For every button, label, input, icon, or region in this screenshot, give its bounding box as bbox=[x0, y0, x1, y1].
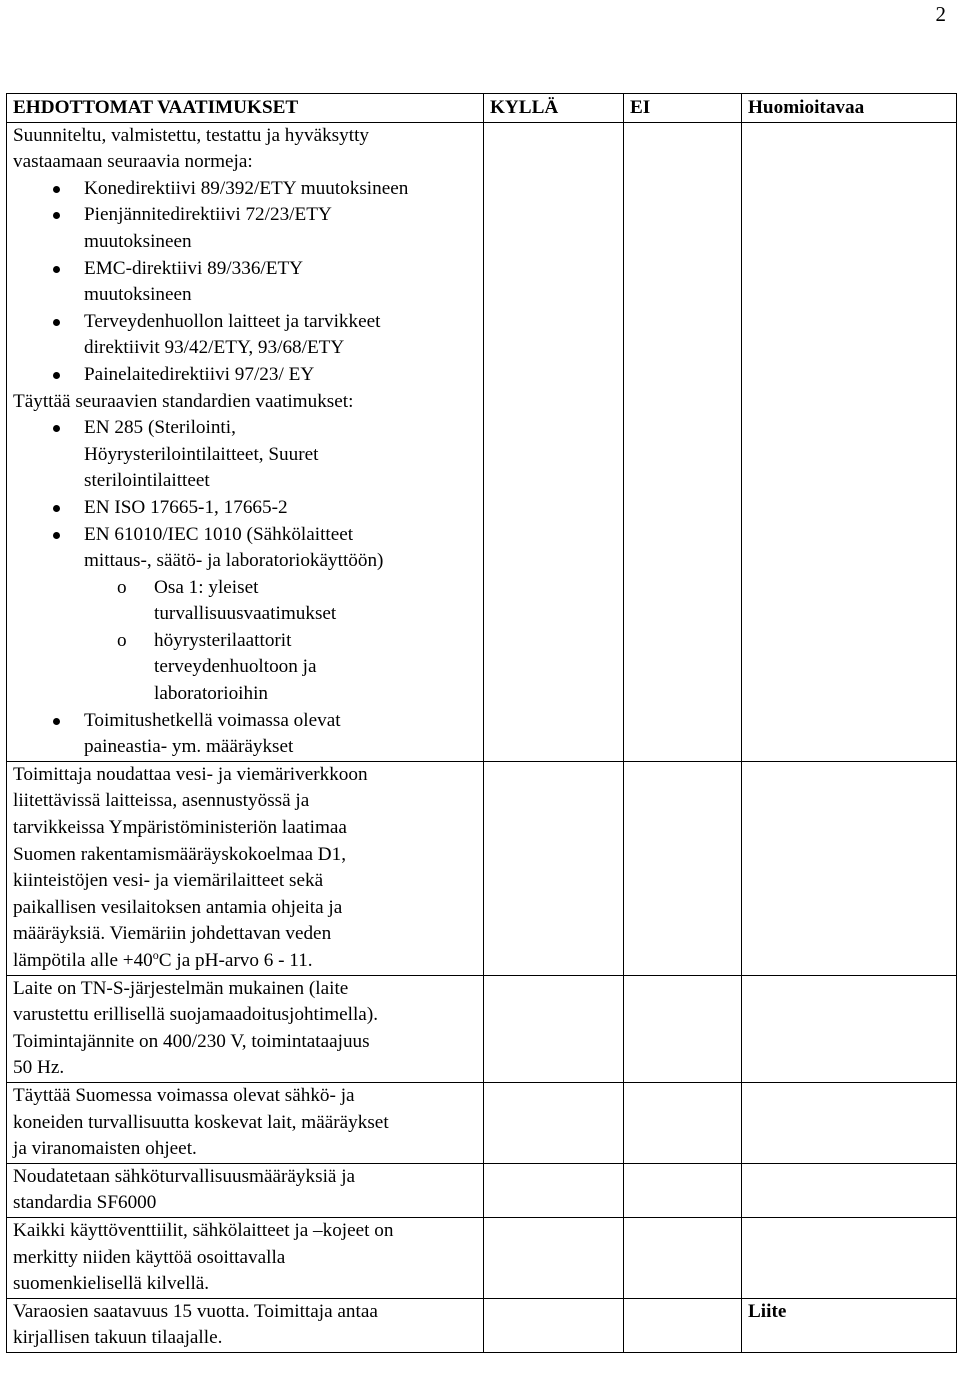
yes-cell[interactable] bbox=[484, 761, 624, 975]
table-row bbox=[7, 761, 957, 975]
list-item-line: sterilointilaitteet bbox=[84, 470, 210, 492]
list-item-line: EMC-direktiivi 89/336/ETY bbox=[84, 257, 304, 279]
no-cell[interactable] bbox=[624, 761, 742, 975]
requirement-cell bbox=[7, 761, 484, 975]
no-cell[interactable] bbox=[624, 1217, 742, 1298]
requirement-line: Kaikki käyttöventtiilit, sähkölaitteet ja –kojeet on bbox=[13, 1219, 394, 1241]
requirement-line: Suunniteltu, valmistettu, testattu ja hyväksytty bbox=[13, 124, 369, 146]
list-item bbox=[13, 522, 483, 575]
notes-cell-attachment[interactable]: Liite bbox=[742, 1298, 957, 1352]
list-item-line: Konedirektiivi 89/392/ETY muutoksineen bbox=[84, 177, 409, 199]
sub-list-item bbox=[13, 628, 483, 708]
table-row bbox=[7, 1217, 957, 1298]
no-cell[interactable] bbox=[624, 1298, 742, 1352]
list-item-line: turvallisuusvaatimukset bbox=[154, 603, 337, 625]
list-item-line: terveydenhuoltoon ja bbox=[154, 656, 317, 678]
no-cell[interactable] bbox=[624, 1082, 742, 1163]
requirement-line: suomenkielisellä kilvellä. bbox=[13, 1273, 210, 1295]
sub-list-item bbox=[13, 575, 483, 628]
list-item bbox=[13, 362, 483, 389]
requirement-line: määräyksiä. Viemäriin johdettavan veden bbox=[13, 923, 332, 945]
no-cell[interactable] bbox=[624, 975, 742, 1082]
yes-cell[interactable] bbox=[484, 1298, 624, 1352]
table-row bbox=[7, 1163, 957, 1217]
notes-cell[interactable] bbox=[742, 1163, 957, 1217]
list-item-line: laboratorioihin bbox=[154, 683, 269, 705]
requirement-line: Toimintajännite on 400/230 V, toimintataajuus bbox=[13, 1030, 370, 1052]
list-item-line: o Osa 1: yleiset bbox=[154, 576, 259, 598]
requirements-table bbox=[6, 93, 957, 1353]
degree-superscript: o bbox=[152, 948, 159, 962]
list-item-line: EN ISO 17665-1, 17665-2 bbox=[84, 496, 288, 518]
requirement-line: kiinteistöjen vesi- ja viemärilaitteet sekä bbox=[13, 870, 324, 892]
temperature-unit-text: C ja pH-arvo 6 - 11. bbox=[158, 950, 313, 971]
requirement-line: standardia SF6000 bbox=[13, 1192, 157, 1214]
list-item-line: Höyrysterilointilaitteet, Suuret bbox=[84, 443, 319, 465]
yes-cell[interactable] bbox=[484, 975, 624, 1082]
requirement-line: paikallisen vesilaitoksen antamia ohjeita ja bbox=[13, 896, 343, 918]
list-item bbox=[13, 708, 483, 761]
list-item-line: muutoksineen bbox=[84, 230, 192, 252]
table-row bbox=[7, 1298, 957, 1352]
requirement-line: Varaosien saatavuus 15 vuotta. Toimittaja antaa bbox=[13, 1300, 378, 1322]
table-row bbox=[7, 1082, 957, 1163]
requirement-line: vastaamaan seuraavia normeja: bbox=[13, 151, 253, 173]
requirement-line: koneiden turvallisuutta koskevat lait, määräykset bbox=[13, 1111, 389, 1133]
no-cell[interactable] bbox=[624, 122, 742, 761]
requirement-line bbox=[13, 948, 483, 975]
requirement-line: 50 Hz. bbox=[13, 1057, 65, 1079]
requirement-cell bbox=[7, 122, 484, 761]
no-cell[interactable] bbox=[624, 1163, 742, 1217]
requirement-cell bbox=[7, 1082, 484, 1163]
list-item bbox=[13, 495, 483, 522]
list-item-line: Terveydenhuollon laitteet ja tarvikkeet bbox=[84, 310, 381, 332]
list-item bbox=[13, 415, 483, 495]
list-item-line: Toimitushetkellä voimassa olevat bbox=[84, 709, 341, 731]
list-item-line: mittaus-, säätö- ja laboratoriokäyttöön) bbox=[84, 550, 384, 572]
requirement-line: Suomen rakentamismääräyskokoelmaa D1, bbox=[13, 843, 347, 865]
list-item-line: direktiivit 93/42/ETY, 93/68/ETY bbox=[84, 337, 345, 359]
list-item-line: paineastia- ym. määräykset bbox=[84, 736, 294, 758]
list-item bbox=[13, 256, 483, 309]
list-item-line: Pienjännitedirektiivi 72/23/ETY bbox=[84, 204, 332, 226]
notes-cell[interactable] bbox=[742, 1217, 957, 1298]
header-no: EI bbox=[624, 94, 742, 123]
notes-cell[interactable] bbox=[742, 975, 957, 1082]
requirement-line: liitettävissä laitteissa, asennustyössä ja bbox=[13, 790, 310, 812]
table-row bbox=[7, 975, 957, 1082]
list-item-line: EN 61010/IEC 1010 (Sähkölaitteet bbox=[84, 523, 354, 545]
page-number: 2 bbox=[935, 2, 946, 26]
list-item bbox=[13, 176, 483, 203]
requirement-line: ja viranomaisten ohjeet. bbox=[13, 1138, 197, 1160]
requirement-line: merkitty niiden käyttöä osoittavalla bbox=[13, 1246, 286, 1268]
header-notes: Huomioitavaa bbox=[742, 94, 957, 123]
requirement-line: Noudatetaan sähköturvallisuusmääräyksiä ja bbox=[13, 1165, 356, 1187]
header-requirement: EHDOTTOMAT VAATIMUKSET bbox=[7, 94, 484, 123]
requirement-line: Toimittaja noudattaa vesi- ja viemäriverkkoon bbox=[13, 763, 368, 785]
yes-cell[interactable] bbox=[484, 1163, 624, 1217]
requirement-line: tarvikkeissa Ympäristöministeriön laatimaa bbox=[13, 817, 347, 839]
list-item bbox=[13, 309, 483, 362]
list-item-line: EN 285 (Sterilointi, bbox=[84, 417, 236, 439]
list-item bbox=[13, 202, 483, 255]
requirement-line: Täyttää seuraavien standardien vaatimukset: bbox=[13, 390, 354, 412]
temperature-text: lämpötila alle +40 bbox=[13, 950, 153, 971]
notes-cell[interactable] bbox=[742, 1082, 957, 1163]
header-row bbox=[7, 94, 957, 123]
header-yes: KYLLÄ bbox=[484, 94, 624, 123]
requirement-cell bbox=[7, 1298, 484, 1352]
requirement-cell bbox=[7, 1163, 484, 1217]
yes-cell[interactable] bbox=[484, 1082, 624, 1163]
yes-cell[interactable] bbox=[484, 1217, 624, 1298]
notes-cell[interactable] bbox=[742, 761, 957, 975]
notes-cell[interactable] bbox=[742, 122, 957, 761]
list-item-line: o höyrysterilaattorit bbox=[154, 629, 292, 651]
list-item-line: Painelaitedirektiivi 97/23/ EY bbox=[84, 363, 315, 385]
table-row bbox=[7, 122, 957, 761]
requirement-line: varustettu erillisellä suojamaadoitusjohtimella). bbox=[13, 1004, 379, 1026]
requirement-line: Laite on TN-S-järjestelmän mukainen (laite bbox=[13, 977, 349, 999]
yes-cell[interactable] bbox=[484, 122, 624, 761]
requirement-cell bbox=[7, 1217, 484, 1298]
requirement-line: kirjallisen takuun tilaajalle. bbox=[13, 1327, 223, 1349]
requirement-cell bbox=[7, 975, 484, 1082]
requirement-line: Täyttää Suomessa voimassa olevat sähkö- ja bbox=[13, 1084, 355, 1106]
list-item-line: muutoksineen bbox=[84, 284, 192, 306]
